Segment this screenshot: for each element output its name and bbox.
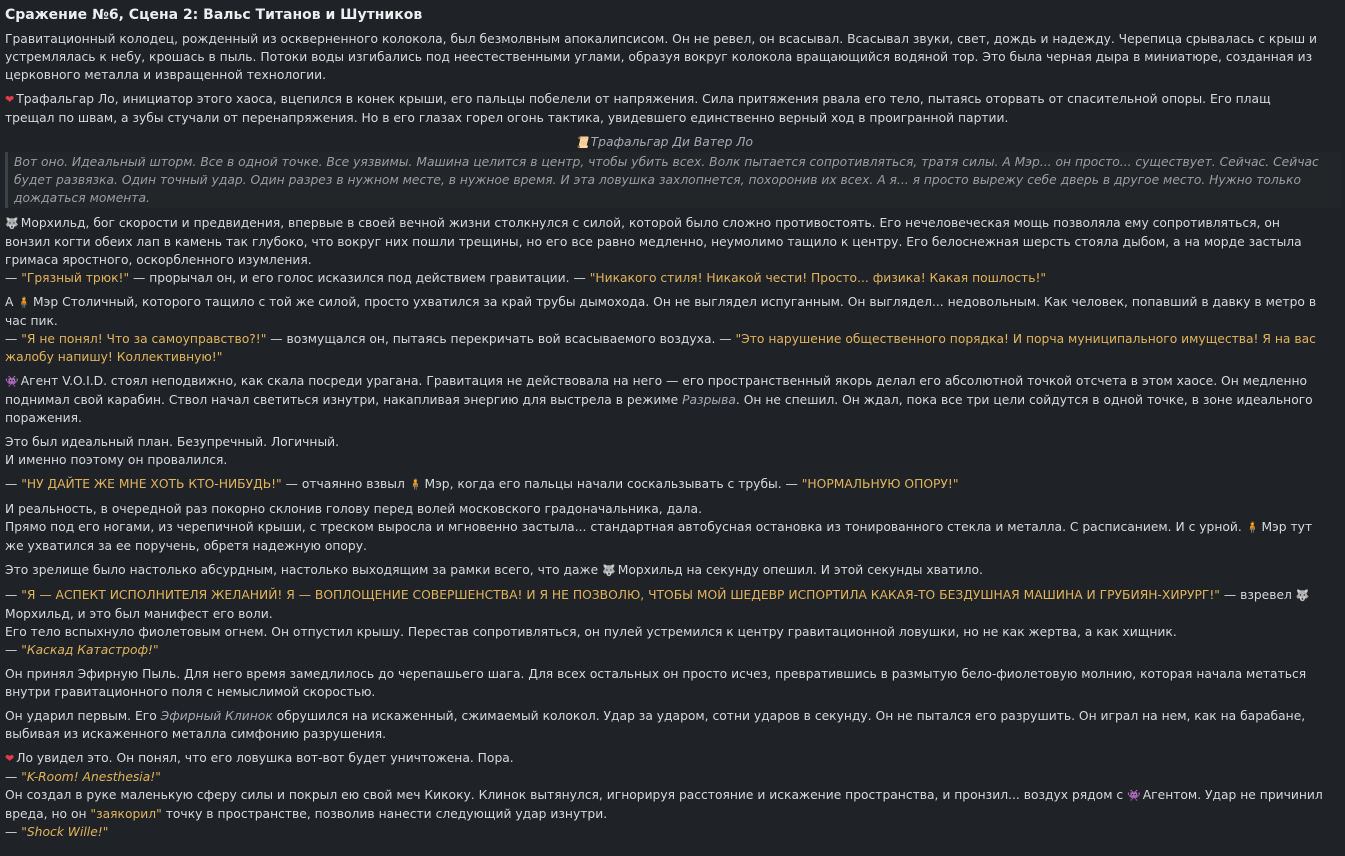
dialogue-quote: "НУ ДАЙТЕ ЖЕ МНЕ ХОТЬ КТО-НИБУДЬ!" <box>21 477 282 491</box>
skill-name: Shock Wille! <box>26 825 103 839</box>
thought-caption: 📜 Трафальгар Ди Ватер Ло <box>5 133 1323 152</box>
agent-icon: 👾 <box>1127 789 1141 802</box>
dialogue-quote: "Грязный трюк!" <box>21 271 130 285</box>
wolf-icon: 🐺 <box>5 217 19 230</box>
page-title: Сражение №6, Сцена 2: Вальс Титанов и Шутников <box>5 7 423 23</box>
dialogue-quote: "НОРМАЛЬНУЮ ОПОРУ!" <box>801 477 959 491</box>
paragraph-law: ❤ Трафальгар Ло, инициатор этого хаоса, вцепился в конек крыши, его пальцы побелели от напряжения. Сила притяжения рвала его тело, пытаясь оторвать от спасительной опоры. Его плащ трещал по швам, а зубы стучали от перенапряжения. Но в его глазах горел огонь тактика, увидевшего единственно верный ход в проигранной партии. <box>5 92 1271 125</box>
thought-quote: Вот оно. Идеальный шторм. Все в одной точке. Все уязвимы. Машина целится в центр, чтобы убить всех. Волк пытается сопротивляться, тратя силы. А Мэр... он просто... существует. Сейчас. Сейчас будет развязка. Один точный удар. Один разрез в нужном месте, в нужное время. И эта ловушка захлопнется, похоронив их всех. А я... я просто вырежу себе дверь в другое место. Нужно только дождаться момента. <box>5 152 1341 208</box>
agent-icon: 👾 <box>5 375 19 388</box>
wolf-icon: 🐺 <box>1295 589 1310 602</box>
paragraph-reality: И реальность, в очередной раз покорно склонив голову перед волей московского градоначальника, дала. Прямо под его ногами, из черепичной крыши, с треском выросла и мгновенно застыла... стандартная автобусная остановка из тонированного стекла и металла. С расписанием. И с урной. 🧍 Мэр тут же ухватился за ее поручень, обретя надежную опору. <box>5 502 1313 553</box>
heart-icon: ❤ <box>5 93 15 106</box>
paragraph-manifest: — "Я — АСПЕКТ ИСПОЛНИТЕЛЯ ЖЕЛАНИЙ! Я — ВОПЛОЩЕНИЕ СОВЕРШЕНСТВА! И Я НЕ ПОЗВОЛЮ, ЧТОБЫ МОЙ ШЕДЕВР ИСПОРТИЛА КАКАЯ-ТО БЕЗДУШНАЯ МАШИНА И ГРУБИЯН-ХИРУРГ!" — взревел 🐺Морхильд, и это был манифест его воли. Его тело вспыхнуло фиолетовым огнем. Он отпустил крышу. Перестав сопротивляться, он пулей устремился к центру гравитационной ловушки, но не как жертва, а как хищник. — "Каскад Катастроф!" <box>5 588 1310 657</box>
paragraph-ether: Он принял Эфирную Пыль. Для него время замедлилось до черепашьего шага. Для всех остальных он просто исчез, превратившись в размытую бело-фиолетовую молнию, которая начала метаться внутри гравитационного поля с немыслимой скоростью. <box>5 667 1307 699</box>
mayor-icon: 🧍 <box>17 296 32 309</box>
dialogue-quote: "Я не понял! Что за самоуправство?!" <box>21 332 267 346</box>
paragraph-absurd: Это зрелище было настолько абсурдным, настолько выходящим за рамки всего, что даже 🐺 Морхильд на секунду опешил. И этой секунды хватило. <box>5 561 1323 580</box>
wolf-icon: 🐺 <box>602 564 616 577</box>
scroll-icon: 📜 <box>574 136 589 149</box>
paragraph-intro: Гравитационный колодец, рожденный из оскверненного колокола, был безмолвным апокалипсисом. Он не ревел, он всасывал. Всасывал звуки, свет, дождь и надежду. Черепица срывалась с крыш и устремлялась к небу, крошась в пыль. Потоки воды изгибались под неестественными углами, образуя вокруг колокола вращающийся водяной тор. Это была черная дыра в миниатюре, созданная из церковного металла и извращенной технологии. <box>5 32 1318 82</box>
skill-name: K-Room! Anesthesia! <box>26 770 156 784</box>
paragraph-morhild: 🐺 Морхильд, бог скорости и предвидения, впервые в своей вечной жизни столкнулся с силой, которой было сложно противостоять. Его нечеловеческая мощь позволяла ему сопротивляться, он вонзил когти обеих лап в камень так глубоко, что вокруг них пошли трещины, но его все равно медленно, неумолимо тащило к центру. Его белоснежная шерсть стояла дыбом, а на морде застыла гримаса яростного, оскорбленного изумления. — "Грязный трюк!" — прорычал он, и его голос исказился под действием гравитации. — "Никакого стиля! Никакой чести! Просто... физика! Какая пошлость!" <box>5 216 1302 285</box>
paragraph-mayor: А 🧍 Мэр Столичный, которого тащило с той же силой, просто ухватился за край трубы дымохода. Он не выглядел испуганным. Он выглядел... недовольным. Как человек, попавший в давку в метро в час пик. — "Я не понял! Что за самоуправство?!" — возмущался он, пытаясь перекричать вой всасываемого воздуха. — "Это нарушение общественного порядка! И порча муниципального имущества! Я на вас жалобу напишу! Коллективную!" <box>5 295 1317 364</box>
paragraph-strike: Он ударил первым. Его Эфирный Клинок обрушился на искаженный, сжимаемый колокол. Удар за ударом, сотни ударов в секунду. Он не пытался его разрушить. Он играл на нем, как на барабане, выбивая из искаженного металла симфонию разрушения. <box>5 709 1306 741</box>
mayor-icon: 🧍 <box>1245 521 1260 534</box>
mayor-icon: 🧍 <box>408 478 423 491</box>
skill-name: Каскад Катастроф! <box>26 643 153 657</box>
dialogue-quote: "Я — АСПЕКТ ИСПОЛНИТЕЛЯ ЖЕЛАНИЙ! Я — ВОПЛОЩЕНИЕ СОВЕРШЕНСТВА! И Я НЕ ПОЗВОЛЮ, ЧТОБЫ МОЙ ШЕДЕВР ИСПОРТИЛА КАКАЯ-ТО БЕЗДУШНАЯ МАШИНА И ГРУБИЯН-ХИРУРГ!" <box>21 588 1220 602</box>
dialogue-quote: "Никакого стиля! Никакой чести! Просто... физика! Какая пошлость!" <box>589 271 1047 285</box>
paragraph-plan: Это был идеальный план. Безупречный. Логичный. И именно поэтому он провалился. <box>5 435 340 467</box>
paragraph-mayor-shout: — "НУ ДАЙТЕ ЖЕ МНЕ ХОТЬ КТО-НИБУДЬ!" — отчаянно взвыл 🧍 Мэр, когда его пальцы начали соскальзывать с трубы. — "НОРМАЛЬНУЮ ОПОРУ!" <box>5 475 1323 494</box>
paragraph-agent: 👾 Агент V.O.I.D. стоял неподвижно, как скала посреди урагана. Гравитация не действовала на него — его пространственный якорь делал его абсолютной точкой отсчета в этом хаосе. Он медленно поднимал свой карабин. Ствол начал светиться изнутри, накапливая энергию для выстрела в режиме Разрыва. Он не спешил. Он ждал, пока все три цели сойдутся в одной точке, в зоне идеального поражения. <box>5 374 1313 425</box>
heart-icon: ❤ <box>5 752 15 765</box>
dialogue-quote: "Это нарушение общественного порядка! И порча муниципального имущества! Я на вас жалобу напишу! Коллективную!" <box>5 332 1316 364</box>
paragraph-law-move: ❤ Ло увидел это. Он понял, что его ловушка вот-вот будет уничтожена. Пора. — "K-Room! Anesthesia!" Он создал в руке маленькую сферу силы и покрыл ею свой меч Кикоку. Клинок вытянулся, игнорируя расстояние и искажение пространства, и пронзил... воздух рядом с 👾 Агентом. Удар не причинил вреда, но он "заякорил" точку в пространстве, позволив нанести следующий удар изнутри. — "Shock Wille!" <box>5 751 1323 839</box>
